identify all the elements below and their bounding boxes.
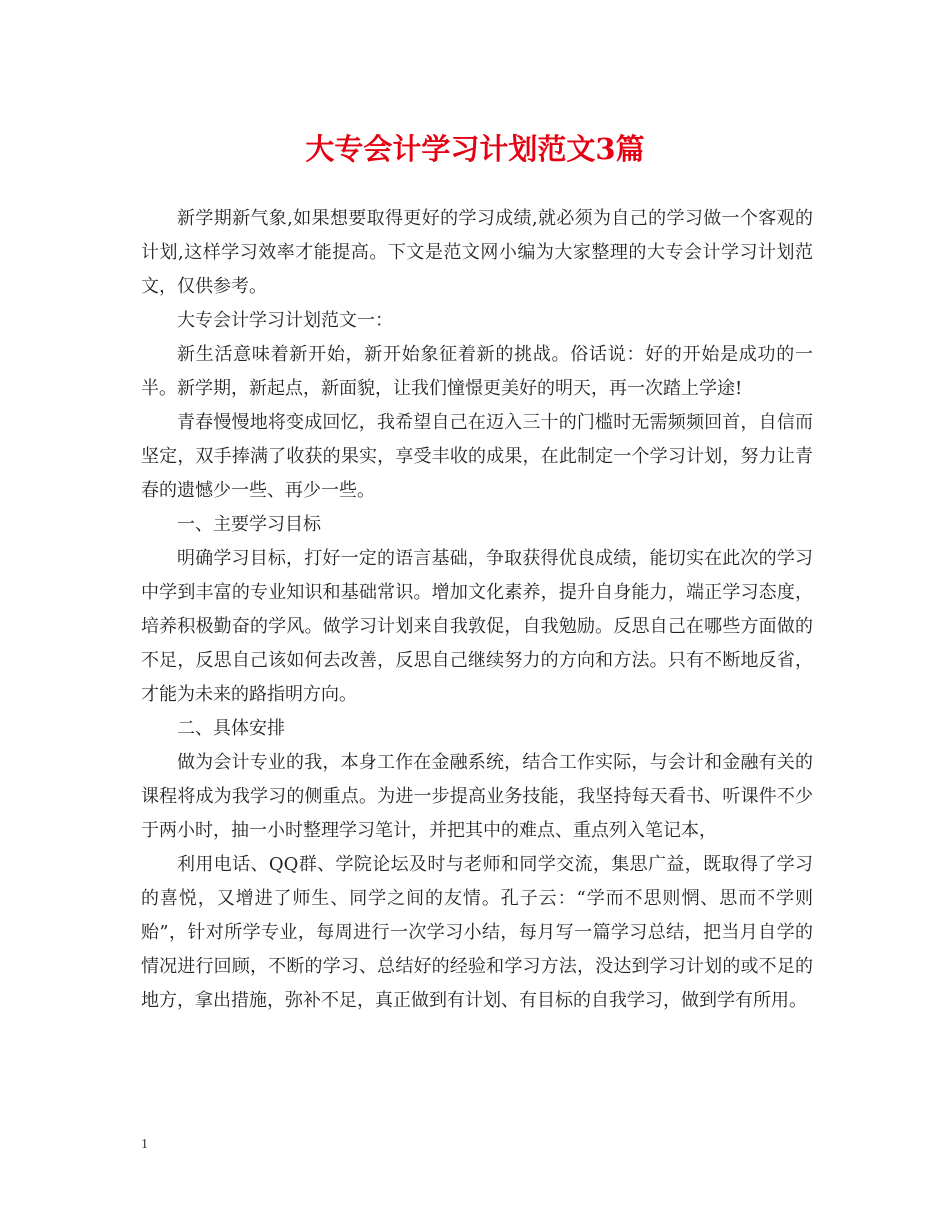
document-body <box>141 202 813 1018</box>
intro-paragraph: 新学期新气象,如果想要取得更好的学习成绩,就必须为自己的学习做一个客观的计划,这样学习效率才能提高。下文是范文网小编为大家整理的大专会计学习计划范文，仅供参考。 <box>141 208 813 297</box>
body-paragraph: 新生活意味着新开始，新开始象征着新的挑战。俗话说：好的开始是成功的一半。新学期，新起点，新面貌，让我们憧憬更美好的明天，再一次踏上学途! <box>141 344 813 399</box>
document-title: 大专会计学习计划范文3篇 <box>305 132 645 166</box>
body-paragraph: 利用电话、QQ群、学院论坛及时与老师和同学交流，集思广益，既取得了学习的喜悦，又增进了师生、同学之间的友情。孔子云：“学而不思则惘、思而不学则贻”，针对所学专业，每周进行一次学习小结，每月写一篇学习总结，把当月自学的情况进行回顾，不断的学习、总结好的经验和学习方法，没达到学习计划的或不足的地方，拿出措施，弥补不足，真正做到有计划、有目标的自我学习，做到学有所用。 <box>141 854 813 1011</box>
body-paragraph: 做为会计专业的我，本身工作在金融系统，结合工作实际，与会计和金融有关的课程将成为我学习的侧重点。为进一步提高业务技能，我坚持每天看书、听课件不少于两小时，抽一小时整理学习笔计，并把其中的难点、重点列入笔记本， <box>141 752 813 841</box>
section-heading-main-goals: 一、主要学习目标 <box>177 514 321 535</box>
body-paragraph: 明确学习目标，打好一定的语言基础，争取获得优良成绩，能切实在此次的学习中学到丰富的专业知识和基础常识。增加文化素养，提升自身能力，端正学习态度，培养积极勤奋的学风。做学习计划来自我敦促，自我勉励。反思自己在哪些方面做的不足，反思自己该如何去改善，反思自己继续努力的方向和方法。只有不断地反省，才能为未来的路指明方向。 <box>141 548 813 705</box>
section-heading-specific-arrangement: 二、具体安排 <box>177 718 285 739</box>
section-heading-sample-one: 大专会计学习计划范文一： <box>177 310 393 331</box>
page-number: 1 <box>141 1137 148 1152</box>
body-paragraph: 青春慢慢地将变成回忆，我希望自己在迈入三十的门槛时无需频频回首，自信而坚定，双手捧满了收获的果实，享受丰收的成果，在此制定一个学习计划，努力让青春的遗憾少一些、再少一些。 <box>141 412 813 501</box>
